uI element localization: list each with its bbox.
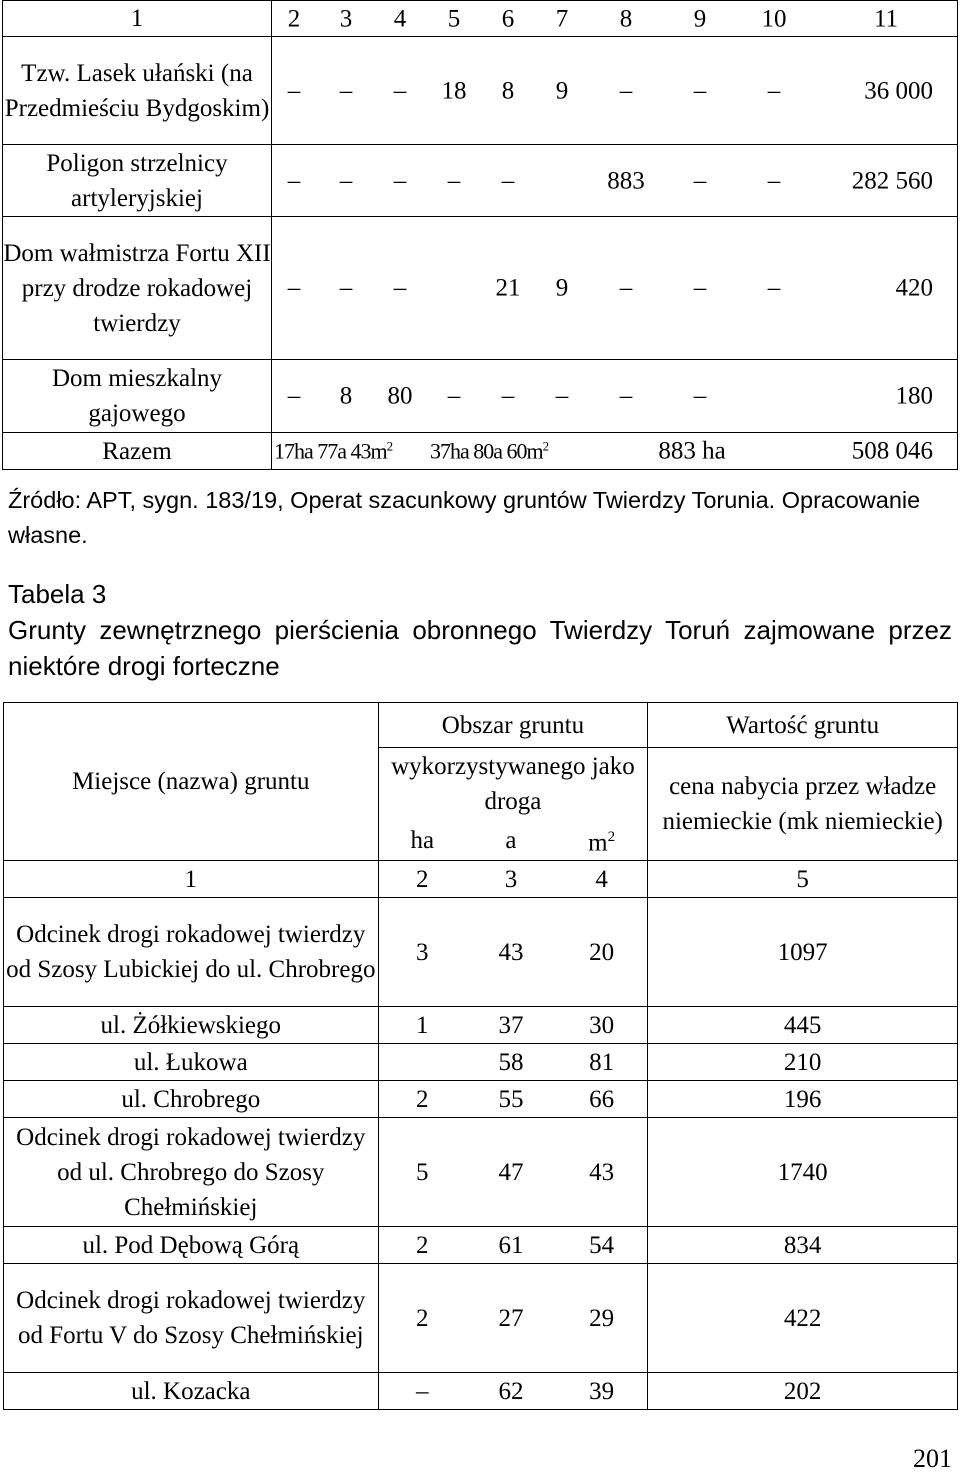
total-values [272,433,958,470]
header-a: a [466,820,556,861]
total-value: 508 046 [851,437,933,465]
value-cell: – [619,77,633,104]
col-number-8: 8 [619,5,633,32]
col-number-3: 3 [339,5,353,32]
a-cell: 43 [466,898,556,1007]
ha-cell: 2 [378,1081,466,1118]
value-cell: 36 000 [864,77,933,104]
table-row [3,360,958,433]
table-title: Grunty zewnętrznego pierścienia obronnego Twierdzy Toruń zajmowane przez niektóre drogi forteczne [8,615,952,681]
value-cell: – [393,274,407,302]
row-values [272,217,958,360]
place-cell: Odcinek drogi rokadowej twierdzy od Fortu V do Szosy Chełmińskiej [4,1264,379,1373]
total-area-3: 883 ha [658,437,726,465]
value-cell: – [693,274,707,302]
value-cell: – [393,77,407,104]
m2-cell: 39 [556,1373,648,1410]
source-note: Źródło: APT, sygn. 183/19, Operat szacunkowy gruntów Twierdzy Torunia. Opracowanie własne. [8,487,921,548]
col-numbers-2-11 [272,1,958,37]
table-row [4,1264,958,1373]
value-cell: 883 [607,167,645,194]
value-cell: – [555,382,569,410]
place-cell: ul. Kozacka [4,1373,379,1410]
table-row [4,1044,958,1081]
value-cell: – [767,167,781,194]
ha-cell: – [378,1373,466,1410]
value-cell: – [447,167,461,194]
row-values [272,360,958,433]
column-numbers-row [4,861,958,898]
table-continuation [2,0,958,470]
col-number-3: 3 [466,861,556,898]
value-cell: 9 [555,274,569,302]
row-label: Dom mieszkalny gajowego [3,360,272,433]
table-header-row [3,1,958,37]
value-cell: – [501,382,515,410]
value-cell: 1740 [648,1118,958,1227]
ha-cell [378,1044,466,1081]
place-cell: ul. Pod Dębową Górą [4,1227,379,1264]
col-number-4: 4 [556,861,648,898]
a-cell: 58 [466,1044,556,1081]
place-cell: ul. Chrobrego [4,1081,379,1118]
place-cell: Odcinek drogi rokadowej twierdzy od ul. Chrobrego do Szosy Chełmińskiej [4,1118,379,1227]
value-cell: 9 [555,77,569,104]
row-label: Poligon strzelnicy artyleryjskiej [3,145,272,217]
header-area-sub: wykorzystywanego jako droga [378,748,648,821]
value-cell: 834 [648,1227,958,1264]
total-row [3,433,958,470]
place-cell: ul. Łukowa [4,1044,379,1081]
value-cell: – [619,274,633,302]
col-number-4: 4 [393,5,407,32]
a-cell: 62 [466,1373,556,1410]
a-cell: 55 [466,1081,556,1118]
col-number-5: 5 [648,861,958,898]
value-cell: 1097 [648,898,958,1007]
m2-cell: 66 [556,1081,648,1118]
place-cell: ul. Żółkiewskiego [4,1007,379,1044]
col-number-1: 1 [3,1,272,37]
m2-cell: 29 [556,1264,648,1373]
col-number-2: 2 [378,861,466,898]
value-cell: 422 [648,1264,958,1373]
table-row [3,217,958,360]
header-m2: $m^2$ [556,820,648,861]
table-row [3,37,958,145]
ha-cell: 3 [378,898,466,1007]
table-row [4,1373,958,1410]
col-number-9: 9 [693,5,707,32]
row-label: Tzw. Lasek ułański (na Przedmieściu Bydgoskim) [3,37,272,145]
header-ha: ha [378,820,466,861]
col-number-2: 2 [287,5,301,32]
table-row [4,1227,958,1264]
value-cell: 18 [441,77,467,104]
a-cell: 37 [466,1007,556,1044]
value-cell: – [287,274,301,302]
m2-cell: 43 [556,1118,648,1227]
value-cell: – [501,167,515,194]
table-3 [3,702,958,1410]
header-place: Miejsce (nazwa) gruntu [4,703,379,861]
col-number-11: 11 [873,5,899,32]
value-cell: – [393,167,407,194]
value-cell: – [287,167,301,194]
header-value-sub: cena nabycia przez władze niemieckie (mk niemieckie) [648,748,958,861]
col-number-6: 6 [501,5,515,32]
value-cell: – [339,274,353,302]
header-value-group: Wartość gruntu [648,703,958,748]
m2-cell: 30 [556,1007,648,1044]
ha-cell: 2 [378,1227,466,1264]
value-cell: 180 [895,382,933,410]
value-cell: 420 [895,274,933,302]
value-cell: – [339,167,353,194]
row-values [272,37,958,145]
value-cell: 21 [495,274,521,302]
value-cell: 80 [387,382,413,410]
value-cell: – [767,77,781,104]
ha-cell: 2 [378,1264,466,1373]
value-cell: – [693,77,707,104]
col-number-7: 7 [555,5,569,32]
total-label: Razem [3,433,272,470]
m2-cell: 20 [556,898,648,1007]
table-row [4,1007,958,1044]
value-cell: 202 [648,1373,958,1410]
row-values [272,145,958,217]
row-label: Dom wałmistrza Fortu XII przy drodze rokadowej twierdzy [3,217,272,360]
value-cell: – [693,382,707,410]
page-number: 201 [913,1444,952,1473]
total-area-1: 17ha 77a $43m^2$ [274,438,393,464]
table-row [4,898,958,1007]
value-cell: 8 [339,382,353,410]
value-cell: 282 560 [851,167,933,194]
value-cell: 445 [648,1007,958,1044]
table-label: Tabela 3 [8,579,107,609]
place-cell: Odcinek drogi rokadowej twierdzy od Szosy Lubickiej do ul. Chrobrego [4,898,379,1007]
col-number-1: 1 [4,861,379,898]
header-area-group: Obszar gruntu [378,703,648,748]
value-cell: – [619,382,633,410]
value-cell: 196 [648,1081,958,1118]
value-cell: – [767,274,781,302]
a-cell: 47 [466,1118,556,1227]
col-number-10: 10 [761,5,787,32]
value-cell: 8 [501,77,515,104]
value-cell: – [693,167,707,194]
table-caption [8,576,952,684]
total-area-2: 37ha 80a $60m^2$ [430,438,549,464]
m2-cell: 54 [556,1227,648,1264]
a-cell: 27 [466,1264,556,1373]
value-cell: – [287,77,301,104]
value-cell: 210 [648,1044,958,1081]
value-cell: – [339,77,353,104]
table-row [4,1118,958,1227]
a-cell: 61 [466,1227,556,1264]
value-cell: – [287,382,301,410]
col-number-5: 5 [447,5,461,32]
table-row [3,145,958,217]
table-row [4,1081,958,1118]
ha-cell: 1 [378,1007,466,1044]
m2-cell: 81 [556,1044,648,1081]
ha-cell: 5 [378,1118,466,1227]
value-cell: – [447,382,461,410]
